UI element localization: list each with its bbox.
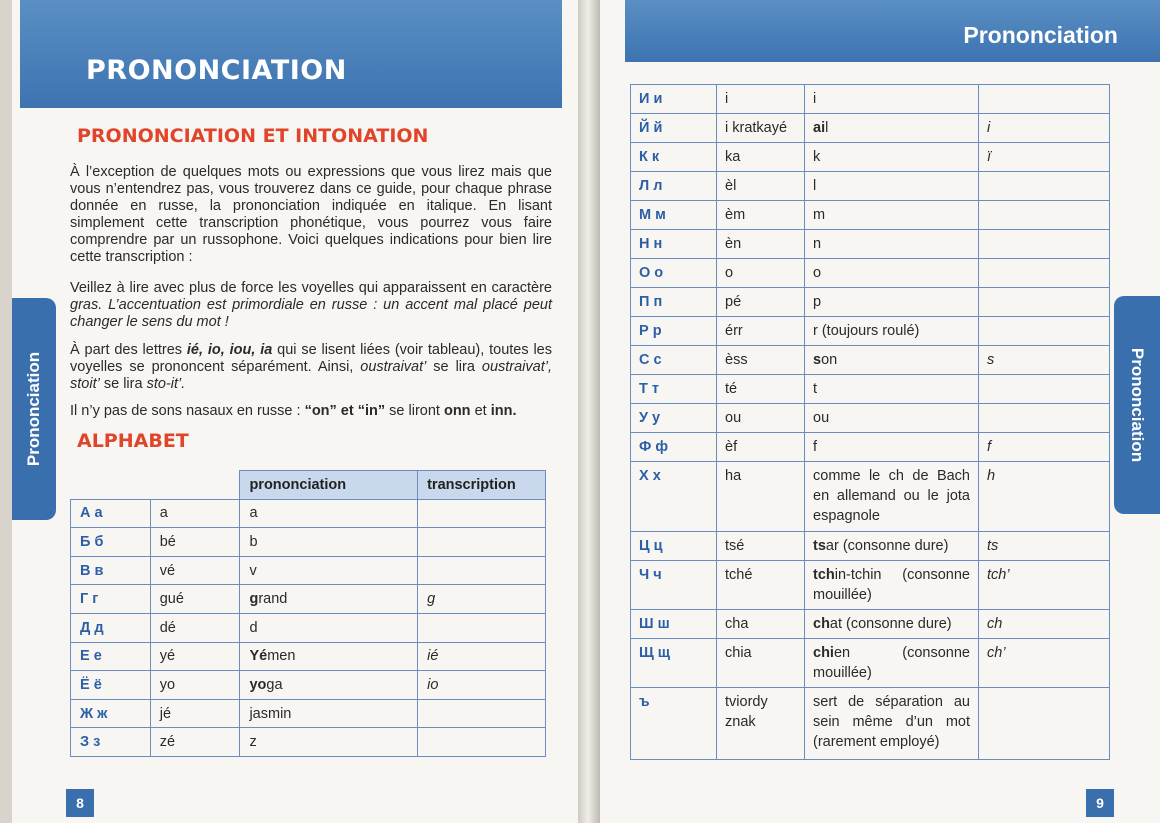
paragraph-intro: À l’exception de quelques mots ou expressions que vous lirez mais que vous n’entendrez pas, vous trouverez dans ce guide, pour chaque phrase donnée en russe, la prononciation indiquée en italique. En lisant simplement cette transcription phonétique, vous pourrez vous faire comprendre par un russophone. Voici quelques indications pour bien lire cette transcription : bbox=[70, 164, 552, 265]
letter-cell: Н н bbox=[631, 230, 717, 259]
table-row bbox=[631, 688, 1110, 760]
pronunciation-cell: ou bbox=[805, 404, 979, 433]
letter-cell: Е е bbox=[71, 642, 151, 671]
transcription-cell bbox=[418, 728, 546, 757]
table-row bbox=[631, 259, 1110, 288]
letter-cell: З з bbox=[71, 728, 151, 757]
pronunciation-cell: i bbox=[805, 85, 979, 114]
name-cell: té bbox=[717, 375, 805, 404]
name-cell: i kratkayé bbox=[717, 114, 805, 143]
alphabet-table-right bbox=[630, 84, 1110, 760]
table-row bbox=[631, 201, 1110, 230]
letter-cell: Й й bbox=[631, 114, 717, 143]
column-header-prononciation: prononciation bbox=[240, 471, 418, 500]
name-cell: i bbox=[717, 85, 805, 114]
table-row bbox=[631, 610, 1110, 639]
pronunciation-cell: z bbox=[240, 728, 418, 757]
name-cell: èss bbox=[717, 346, 805, 375]
transcription-cell bbox=[418, 528, 546, 557]
column-header-transcription: transcription bbox=[418, 471, 546, 500]
page-number: 9 bbox=[1086, 789, 1114, 817]
table-row bbox=[631, 532, 1110, 561]
transcription-cell: ts bbox=[979, 532, 1110, 561]
letter-cell: Ч ч bbox=[631, 561, 717, 610]
letter-cell: С с bbox=[631, 346, 717, 375]
side-tab: Prononciation bbox=[1114, 296, 1160, 514]
pronunciation-cell: jasmin bbox=[240, 699, 418, 728]
right-page-header bbox=[625, 0, 1160, 62]
letter-cell: Р р bbox=[631, 317, 717, 346]
name-cell: ou bbox=[717, 404, 805, 433]
letter-cell: М м bbox=[631, 201, 717, 230]
section-title-intonation: PRONONCIATION ET INTONATION bbox=[77, 125, 429, 147]
paragraph-accent: Veillez à lire avec plus de force les voyelles qui apparaissent en caractère gras. L’accentuation est primordiale en russe : un accent mal placé peut changer le sens du mot ! bbox=[70, 280, 552, 330]
transcription-cell bbox=[979, 201, 1110, 230]
letter-cell: А а bbox=[71, 499, 151, 528]
transcription-cell bbox=[979, 172, 1110, 201]
transcription-cell bbox=[979, 375, 1110, 404]
name-cell: zé bbox=[150, 728, 240, 757]
name-cell: pé bbox=[717, 288, 805, 317]
table-row bbox=[71, 556, 546, 585]
name-cell: érr bbox=[717, 317, 805, 346]
table-row bbox=[71, 671, 546, 700]
pronunciation-cell: tsar (consonne dure) bbox=[805, 532, 979, 561]
table-row bbox=[71, 499, 546, 528]
letter-cell: Ц ц bbox=[631, 532, 717, 561]
name-cell: a bbox=[150, 499, 240, 528]
pronunciation-cell: p bbox=[805, 288, 979, 317]
left-page bbox=[12, 0, 578, 823]
transcription-cell bbox=[979, 404, 1110, 433]
letter-cell: Д д bbox=[71, 613, 151, 642]
letter-cell: Л л bbox=[631, 172, 717, 201]
letter-cell: П п bbox=[631, 288, 717, 317]
transcription-cell: io bbox=[418, 671, 546, 700]
table-row bbox=[631, 230, 1110, 259]
table-row bbox=[71, 585, 546, 614]
table-row bbox=[631, 114, 1110, 143]
left-page-header bbox=[20, 0, 562, 108]
name-cell: cha bbox=[717, 610, 805, 639]
paragraph-vowels: À part des lettres ié, io, iou, ia qui se lisent liées (voir tableau), toutes les voyelles se prononcent séparément. Ainsi, oustraivat’ se lira oustraivat’, stoit’ se lira sto-it’. bbox=[70, 342, 552, 392]
pronunciation-cell: sert de séparation au sein même d’un mot (rarement employé) bbox=[805, 688, 979, 760]
table-row bbox=[631, 433, 1110, 462]
transcription-cell: h bbox=[979, 462, 1110, 532]
name-cell: tsé bbox=[717, 532, 805, 561]
table-row bbox=[71, 642, 546, 671]
transcription-cell: tch’ bbox=[979, 561, 1110, 610]
table-row bbox=[631, 346, 1110, 375]
letter-cell: Х х bbox=[631, 462, 717, 532]
page-title: PRONONCIATION bbox=[86, 55, 347, 86]
transcription-cell bbox=[418, 699, 546, 728]
name-cell: dé bbox=[150, 613, 240, 642]
table-row bbox=[71, 699, 546, 728]
pronunciation-cell: v bbox=[240, 556, 418, 585]
name-cell: vé bbox=[150, 556, 240, 585]
letter-cell: Ё ё bbox=[71, 671, 151, 700]
name-cell: tché bbox=[717, 561, 805, 610]
transcription-cell: s bbox=[979, 346, 1110, 375]
letter-cell: Т т bbox=[631, 375, 717, 404]
side-tab: Prononciation bbox=[12, 298, 56, 520]
transcription-cell: f bbox=[979, 433, 1110, 462]
name-cell: èn bbox=[717, 230, 805, 259]
pronunciation-cell: b bbox=[240, 528, 418, 557]
transcription-cell: ch bbox=[979, 610, 1110, 639]
name-cell: ka bbox=[717, 143, 805, 172]
name-cell: èm bbox=[717, 201, 805, 230]
letter-cell: К к bbox=[631, 143, 717, 172]
pronunciation-cell: chat (consonne dure) bbox=[805, 610, 979, 639]
letter-cell: У у bbox=[631, 404, 717, 433]
pronunciation-cell: t bbox=[805, 375, 979, 404]
transcription-cell: ch’ bbox=[979, 639, 1110, 688]
name-cell: yo bbox=[150, 671, 240, 700]
transcription-cell bbox=[979, 317, 1110, 346]
transcription-cell bbox=[979, 85, 1110, 114]
section-title-alphabet: ALPHABET bbox=[77, 430, 189, 452]
table-row bbox=[631, 172, 1110, 201]
pronunciation-cell: tchin-tchin (consonne mouillée) bbox=[805, 561, 979, 610]
pronunciation-cell: a bbox=[240, 499, 418, 528]
table-row bbox=[631, 317, 1110, 346]
book-spine bbox=[578, 0, 600, 823]
right-page bbox=[600, 0, 1160, 823]
name-cell: yé bbox=[150, 642, 240, 671]
pronunciation-cell: n bbox=[805, 230, 979, 259]
alphabet-table-left bbox=[70, 470, 546, 757]
pronunciation-cell: yoga bbox=[240, 671, 418, 700]
table-row bbox=[71, 728, 546, 757]
page-number: 8 bbox=[66, 789, 94, 817]
pronunciation-cell: grand bbox=[240, 585, 418, 614]
transcription-cell bbox=[979, 259, 1110, 288]
name-cell: chia bbox=[717, 639, 805, 688]
letter-cell: ъ bbox=[631, 688, 717, 760]
pronunciation-cell: Yémen bbox=[240, 642, 418, 671]
letter-cell: Ф ф bbox=[631, 433, 717, 462]
transcription-cell: i bbox=[979, 114, 1110, 143]
table-row bbox=[631, 639, 1110, 688]
pronunciation-cell: r (toujours roulé) bbox=[805, 317, 979, 346]
table-row bbox=[71, 613, 546, 642]
running-header: Prononciation bbox=[963, 22, 1118, 48]
table-row bbox=[631, 462, 1110, 532]
name-cell: tviordy znak bbox=[717, 688, 805, 760]
table-row bbox=[71, 528, 546, 557]
name-cell: bé bbox=[150, 528, 240, 557]
pronunciation-cell: ail bbox=[805, 114, 979, 143]
name-cell: o bbox=[717, 259, 805, 288]
letter-cell: Г г bbox=[71, 585, 151, 614]
table-row bbox=[631, 404, 1110, 433]
transcription-cell bbox=[979, 230, 1110, 259]
table-row bbox=[631, 143, 1110, 172]
table-row bbox=[631, 375, 1110, 404]
letter-cell: О о bbox=[631, 259, 717, 288]
pronunciation-cell: f bbox=[805, 433, 979, 462]
table-row bbox=[631, 288, 1110, 317]
table-header-row bbox=[71, 471, 546, 500]
transcription-cell bbox=[418, 556, 546, 585]
transcription-cell bbox=[418, 613, 546, 642]
letter-cell: Щ щ bbox=[631, 639, 717, 688]
transcription-cell: ï bbox=[979, 143, 1110, 172]
table-row bbox=[631, 85, 1110, 114]
pronunciation-cell: k bbox=[805, 143, 979, 172]
name-cell: jé bbox=[150, 699, 240, 728]
letter-cell: Ш ш bbox=[631, 610, 717, 639]
letter-cell: И и bbox=[631, 85, 717, 114]
letter-cell: В в bbox=[71, 556, 151, 585]
pronunciation-cell: l bbox=[805, 172, 979, 201]
pronunciation-cell: m bbox=[805, 201, 979, 230]
letter-cell: Ж ж bbox=[71, 699, 151, 728]
pronunciation-cell: chien (consonne mouillée) bbox=[805, 639, 979, 688]
pronunciation-cell: son bbox=[805, 346, 979, 375]
pronunciation-cell: o bbox=[805, 259, 979, 288]
transcription-cell: g bbox=[418, 585, 546, 614]
name-cell: ha bbox=[717, 462, 805, 532]
paragraph-nasal: Il n’y pas de sons nasaux en russe : “on” et “in” se liront onn et inn. bbox=[70, 403, 517, 419]
transcription-cell bbox=[979, 688, 1110, 760]
transcription-cell bbox=[979, 288, 1110, 317]
pronunciation-cell: d bbox=[240, 613, 418, 642]
transcription-cell: ié bbox=[418, 642, 546, 671]
name-cell: èl bbox=[717, 172, 805, 201]
name-cell: èf bbox=[717, 433, 805, 462]
table-row bbox=[631, 561, 1110, 610]
pronunciation-cell: comme le ch de Bach en allemand ou le jota espagnole bbox=[805, 462, 979, 532]
transcription-cell bbox=[418, 499, 546, 528]
name-cell: gué bbox=[150, 585, 240, 614]
letter-cell: Б б bbox=[71, 528, 151, 557]
